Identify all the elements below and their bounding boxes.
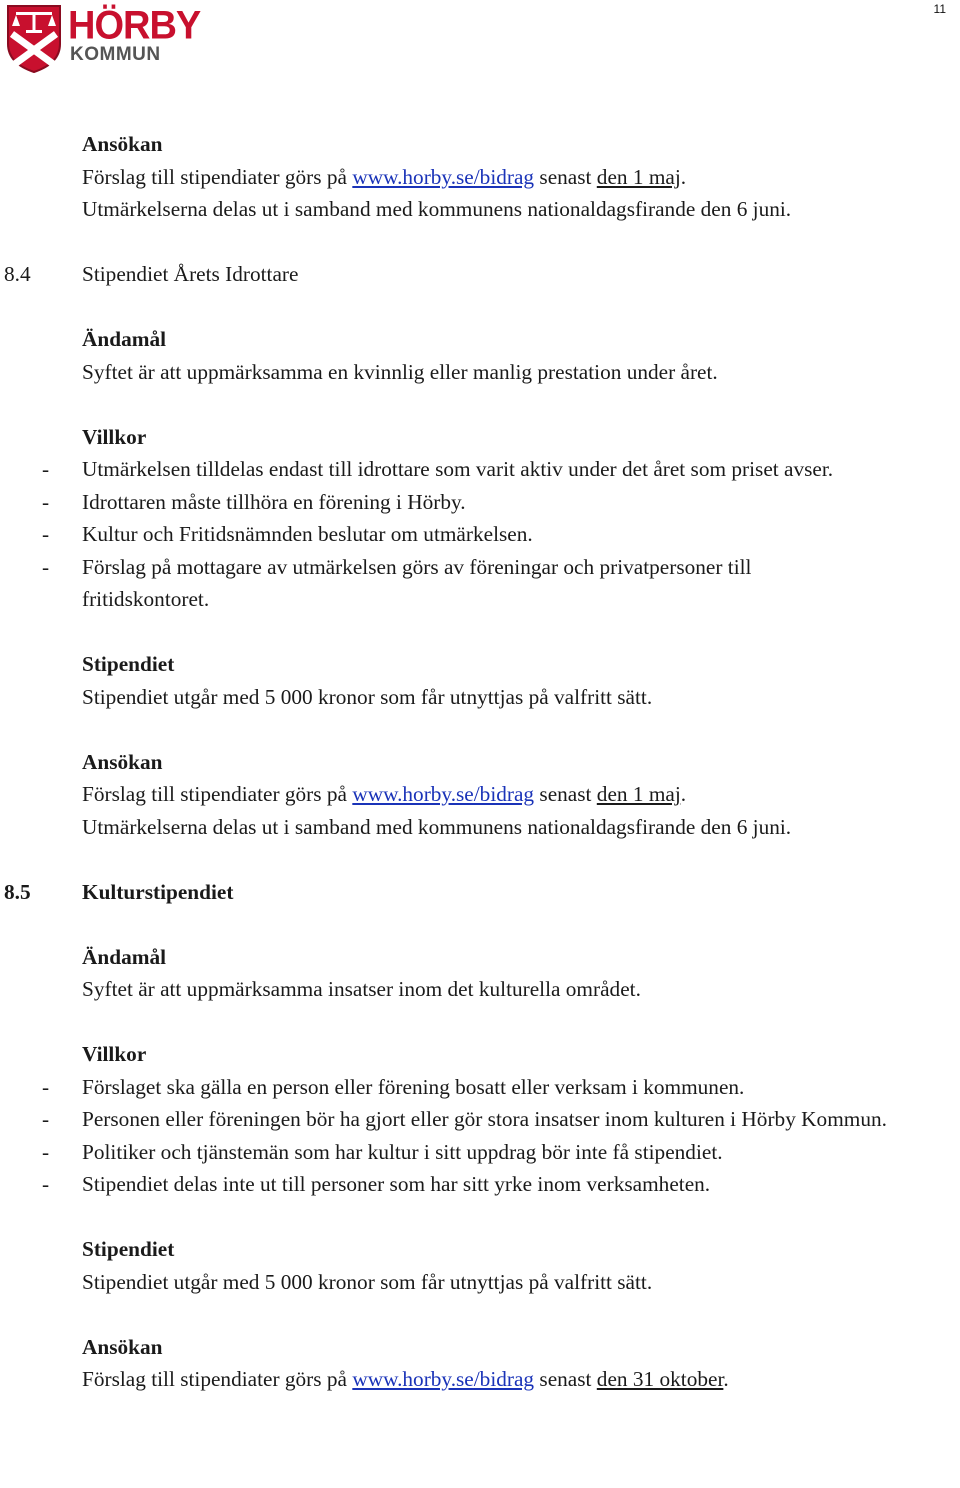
list-item: [42, 453, 942, 486]
coat-of-arms-icon: [6, 4, 62, 74]
list-item-text: Politiker och tjänstemän som har kultur i sitt uppdrag bör inte få stipendiet.: [82, 1139, 723, 1164]
list-item-text: Förslaget ska gälla en person eller förening bosatt eller verksam i kommunen.: [82, 1074, 745, 1099]
list-item: [42, 1136, 942, 1169]
apply-text: senast: [534, 1367, 597, 1391]
apply-text: .: [723, 1367, 729, 1391]
bullet-dash: -: [42, 1074, 50, 1099]
apply-text: senast: [534, 164, 597, 189]
horby-kommun-logo: [6, 3, 201, 74]
list-item: [42, 1071, 942, 1104]
heading-conditions: Villkor: [82, 1042, 147, 1066]
heading-ansokan: Ansökan: [82, 132, 163, 156]
heading-ansokan: Ansökan: [82, 1334, 163, 1359]
list-item: [42, 486, 942, 519]
heading-conditions: Villkor: [82, 424, 147, 449]
stipend-text: Stipendiet utgår med 5 000 kronor som får utnyttjas på valfritt sätt.: [82, 684, 653, 709]
deadline: den 31 oktober: [596, 1367, 724, 1391]
bullet-dash: -: [42, 457, 50, 481]
list-item: [42, 1103, 892, 1136]
section-title-text: Stipendiet Årets Idrottare: [82, 262, 299, 286]
bullet-dash: -: [42, 1139, 50, 1164]
list-item-text: Utmärkelsen tilldelas endast till idrottare som varit aktiv under det året som priset avser.: [82, 457, 834, 481]
bullet-dash: -: [42, 554, 50, 579]
list-item-text: Förslag på mottagare av utmärkelsen görs av föreningar och privatpersoner till fritidskontoret.: [82, 554, 752, 611]
apply-line: [82, 778, 942, 811]
deadline: den 1 maj: [596, 164, 681, 189]
bullet-dash: -: [42, 489, 50, 514]
heading-ansokan: Ansökan: [82, 749, 163, 774]
award-ceremony-text: Utmärkelserna delas ut i samband med kommunens nationaldagsfirande den 6 juni.: [82, 197, 792, 221]
bidrag-link[interactable]: www.horby.se/bidrag: [352, 164, 535, 189]
heading-purpose: Ändamål: [82, 327, 167, 351]
list-item-text: Idrottaren måste tillhöra en förening i Hörby.: [82, 489, 466, 514]
section-title: [4, 258, 942, 291]
purpose-text: Syftet är att uppmärksamma en kvinnlig eller manlig prestation under året.: [82, 359, 718, 384]
bidrag-link[interactable]: www.horby.se/bidrag: [352, 782, 535, 806]
page-number: 11: [933, 2, 946, 16]
stipend-text: Stipendiet utgår med 5 000 kronor som får utnyttjas på valfritt sätt.: [82, 1269, 653, 1294]
heading-stipend: Stipendiet: [82, 652, 175, 676]
apply-text: Förslag till stipendiater görs på: [82, 1367, 353, 1391]
apply-text: .: [680, 164, 687, 189]
section-title: [4, 876, 942, 909]
bullet-dash: -: [42, 1172, 50, 1196]
apply-text: .: [680, 782, 687, 806]
section-number: 8.4: [4, 262, 31, 286]
list-item-text: Kultur och Fritidsnämnden beslutar om utmärkelsen.: [82, 522, 533, 546]
bullet-dash: -: [42, 1107, 50, 1131]
section-number: 8.5: [4, 879, 31, 904]
list-item-text: Stipendiet delas inte ut till personer som har sitt yrke inom verksamheten.: [82, 1172, 711, 1196]
heading-purpose: Ändamål: [82, 944, 167, 969]
deadline: den 1 maj: [596, 782, 681, 806]
logo-name: HÖRBY: [68, 3, 201, 49]
purpose-text: Syftet är att uppmärksamma insatser inom det kulturella området.: [82, 977, 641, 1001]
apply-line: [82, 1363, 942, 1396]
award-ceremony-text: Utmärkelserna delas ut i samband med kommunens nationaldagsfirande den 6 juni.: [82, 814, 792, 839]
apply-text: senast: [534, 782, 597, 806]
apply-line: [82, 161, 942, 194]
list-item: [42, 1168, 942, 1201]
apply-text: Förslag till stipendiater görs på: [82, 164, 353, 189]
logo-subtitle: KOMMUN: [70, 44, 161, 65]
section-title-text: Kulturstipendiet: [82, 879, 234, 904]
list-item-text: Personen eller föreningen bör ha gjort eller gör stora insatser inom kulturen i Hörby Kommun.: [82, 1107, 887, 1131]
apply-text: Förslag till stipendiater görs på: [82, 782, 353, 806]
list-item: [42, 551, 842, 616]
document-body: [4, 128, 942, 1396]
bullet-dash: -: [42, 522, 50, 546]
bidrag-link[interactable]: www.horby.se/bidrag: [352, 1367, 535, 1391]
list-item: [42, 518, 942, 551]
heading-stipend: Stipendiet: [82, 1237, 175, 1261]
